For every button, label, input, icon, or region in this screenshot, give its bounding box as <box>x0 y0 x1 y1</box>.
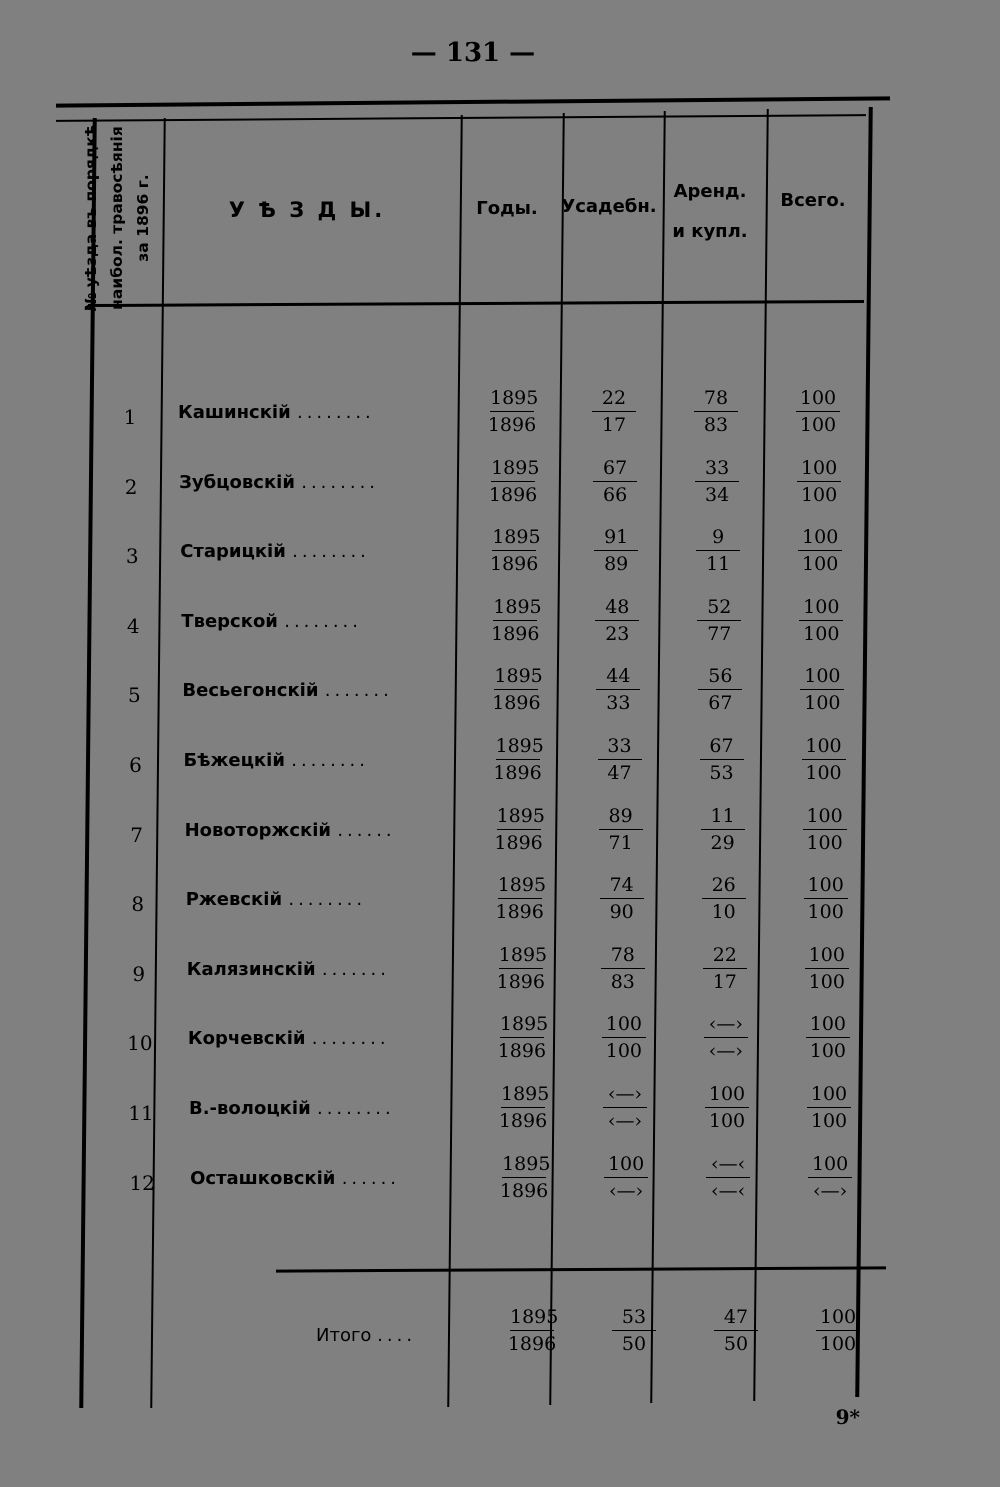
rank-number: 8 <box>131 892 145 917</box>
usadebn-1895-value: 74 <box>600 872 644 899</box>
rank-number: 4 <box>126 613 140 638</box>
leader-dots: ........ <box>291 750 369 771</box>
total-1895-value: 100 <box>800 663 844 690</box>
usadebn-1896-value: 66 <box>603 483 628 506</box>
table-row <box>0 733 1000 793</box>
years-1896-value: 1896 <box>488 483 538 506</box>
years-fraction <box>489 803 549 856</box>
usadebn-fraction <box>595 1081 655 1134</box>
usadebn-fraction <box>592 872 652 925</box>
total-1895-value: 100 <box>806 1011 850 1038</box>
arend-1895-value: 26 <box>702 872 746 899</box>
total-1895-value: 100 <box>808 1151 852 1178</box>
total-1895-value: 100 <box>807 1081 851 1108</box>
years-1895-value: 1895 <box>490 385 534 412</box>
table-row <box>0 663 1000 723</box>
rank-number: 6 <box>129 753 142 777</box>
rank-number: 1 <box>123 405 137 429</box>
total-usadebn: $\frac{53}{50}$ <box>604 1304 664 1357</box>
usadebn-1896-value: 89 <box>604 553 629 576</box>
footer-mark: 9* <box>835 1405 860 1429</box>
table-row <box>0 524 1000 584</box>
total-1896-value: 100 <box>809 1040 847 1063</box>
rank-number: 12 <box>129 1170 155 1195</box>
arend-fraction <box>693 803 753 856</box>
total-1896-value: 100 <box>803 622 840 645</box>
arend-1896-value: ‹—‹ <box>710 1179 746 1202</box>
total-1896-value: 100 <box>807 901 844 924</box>
table-top-rule <box>56 96 890 107</box>
total-1896-value: 100 <box>810 1110 848 1132</box>
years-fraction <box>490 872 550 925</box>
usadebn-fraction <box>593 942 653 995</box>
years-fraction <box>485 594 545 647</box>
arend-1895-value: 9 <box>696 524 740 551</box>
years-1896-value: 1896 <box>491 622 540 645</box>
years-1895-value: 1895 <box>498 872 542 899</box>
total-1896-value: 100 <box>808 970 845 993</box>
rank-number: 9 <box>132 961 146 986</box>
leader-dots: ........ <box>288 889 367 911</box>
years-1896-value: 1896 <box>498 1110 548 1132</box>
uezd-name <box>182 680 472 701</box>
total-1896-value: 100 <box>802 553 839 576</box>
usadebn-1896-value: 17 <box>601 414 627 436</box>
arend-1895-value: ‹—› <box>704 1011 748 1038</box>
arend-1895-value: 100 <box>705 1081 749 1108</box>
years-fraction <box>494 1151 554 1204</box>
uezd-name-text: Бѣжецкій <box>183 750 285 771</box>
table-row <box>0 803 1000 863</box>
uezd-name-text: Корчевскій <box>187 1028 306 1050</box>
years-fraction <box>482 385 542 438</box>
years-1896-value: 1896 <box>494 831 543 854</box>
uezd-name-text: Калязинскій <box>186 958 316 980</box>
total-fraction <box>795 803 855 856</box>
leader-dots: ....... <box>321 958 390 980</box>
leader-dots: ........ <box>296 402 375 423</box>
rank-number: 3 <box>125 544 139 569</box>
usadebn-fraction <box>591 803 651 856</box>
years-1896-value: 1896 <box>499 1179 549 1202</box>
arend-1895-value: 11 <box>701 803 745 830</box>
usadebn-1896-value: 100 <box>605 1040 643 1063</box>
arend-1895-value: 67 <box>700 733 744 760</box>
years-1896-value: 1896 <box>487 414 537 436</box>
usadebn-fraction <box>596 1151 656 1204</box>
header-bottom-rule <box>88 300 864 307</box>
total-top-rule <box>276 1266 886 1272</box>
usadebn-1895-value: 67 <box>593 455 637 482</box>
arend-fraction <box>694 872 754 925</box>
total-1896-value: 100 <box>806 831 843 854</box>
table-row <box>0 872 1000 932</box>
total-1896-value: 100 <box>799 414 837 436</box>
uezd-name <box>185 820 475 841</box>
usadebn-1895-value: 78 <box>601 942 645 969</box>
total-row <box>0 1308 1000 1368</box>
uezd-name <box>187 959 477 980</box>
years-fraction <box>492 1011 552 1064</box>
rank-column-header: № уѣзда въ порядкѣ наибол. травосѣянія за 1896 г. <box>82 124 152 312</box>
total-total: $\frac{100}{100}$ <box>808 1304 868 1357</box>
arend-1895-value: 33 <box>695 455 739 482</box>
years-1895-value: 1895 <box>500 1011 544 1038</box>
uezd-name <box>188 1028 478 1049</box>
total-fraction <box>791 594 851 647</box>
arend-fraction <box>689 594 749 647</box>
uezd-name-text: В.-волоцкій <box>189 1098 311 1119</box>
total-fraction <box>789 455 849 508</box>
total-fraction <box>799 1081 859 1134</box>
arend-1896-value: 11 <box>706 553 731 576</box>
uezd-name-text: Кашинскій <box>178 402 291 423</box>
total-1896-value: ‹—› <box>812 1179 848 1202</box>
usadebn-1896-value: 83 <box>610 970 635 993</box>
usadebn-1896-value: 33 <box>606 692 631 715</box>
years-1896-value: 1896 <box>490 553 539 576</box>
usadebn-1895-value: 91 <box>594 524 638 551</box>
rank-number: 7 <box>130 822 143 847</box>
uezdy-column-header: У Ѣ З Д Ы. <box>228 198 386 222</box>
arend-fraction <box>697 1081 757 1134</box>
years-fraction <box>486 663 546 716</box>
arend-column-header: Аренд. и купл. <box>672 181 748 242</box>
arend-fraction <box>695 942 755 995</box>
usadebn-fraction <box>588 663 648 716</box>
leader-dots: ........ <box>311 1028 390 1050</box>
usadebn-1896-value: ‹—› <box>608 1179 644 1202</box>
usadebn-1896-value: ‹—› <box>607 1110 643 1132</box>
uezd-name <box>190 1168 480 1189</box>
arend-1896-value: ‹—› <box>708 1040 743 1063</box>
total-label: Итого .... <box>316 1325 417 1346</box>
usadebn-1895-value: 33 <box>598 733 642 760</box>
usadebn-1896-value: 47 <box>607 762 632 784</box>
total-1895-value: 100 <box>797 455 841 482</box>
table-row <box>0 385 1000 445</box>
arend-1896-value: 83 <box>703 414 729 436</box>
years-fraction <box>493 1081 553 1134</box>
leader-dots: ...... <box>341 1167 401 1189</box>
usadebn-column-header: Усадебн. <box>561 196 657 217</box>
usadebn-1895-value: 22 <box>592 385 636 412</box>
usadebn-fraction <box>590 733 650 786</box>
arend-1896-value: 100 <box>708 1110 746 1132</box>
leader-dots: ...... <box>337 819 396 841</box>
years-1895-value: 1895 <box>494 663 538 690</box>
usadebn-fraction <box>594 1011 654 1064</box>
years-1896-value: 1896 <box>496 970 545 993</box>
usadebn-1895-value: 100 <box>604 1151 648 1178</box>
years-column-header: Годы. <box>476 198 538 219</box>
usadebn-fraction <box>586 524 646 577</box>
total-fraction <box>790 524 850 577</box>
page-number: — 131 — <box>410 38 536 68</box>
arend-1896-value: 34 <box>705 483 730 506</box>
leader-dots: ........ <box>284 610 362 632</box>
arend-1896-value: 29 <box>710 831 735 854</box>
arend-1896-value: 10 <box>711 901 736 924</box>
table-row <box>0 942 1000 1002</box>
uezd-name <box>178 402 468 423</box>
total-1896-value: 100 <box>805 762 842 784</box>
usadebn-1896-value: 71 <box>608 831 633 854</box>
total-fraction <box>794 733 854 786</box>
usadebn-1895-value: 89 <box>599 803 643 830</box>
total-fraction <box>792 663 852 716</box>
table-row <box>0 594 1000 654</box>
table-row <box>0 1081 1000 1141</box>
uezd-name-text: Весьегонскій <box>182 680 319 702</box>
arend-1895-value: 22 <box>703 942 747 969</box>
years-1896-value: 1896 <box>492 692 541 715</box>
usadebn-fraction <box>587 594 647 647</box>
usadebn-1895-value: ‹—› <box>603 1081 647 1108</box>
arend-fraction <box>698 1151 758 1204</box>
arend-1895-value: ‹—‹ <box>706 1151 750 1178</box>
years-1895-value: 1895 <box>499 942 543 969</box>
total-fraction <box>800 1151 860 1204</box>
arend-1896-value: 17 <box>712 970 737 993</box>
total-1895-value: 100 <box>796 385 840 412</box>
total-1895-value: 100 <box>799 594 843 621</box>
total-1895-value: 100 <box>804 872 848 899</box>
years-1895-value: 1895 <box>497 803 541 830</box>
uezd-name-text: Тверской <box>181 610 278 632</box>
total-column-header: Всего. <box>780 190 846 211</box>
total-1896-value: 100 <box>804 692 841 715</box>
arend-fraction <box>696 1011 756 1064</box>
uezd-name <box>186 889 476 910</box>
total-years: $\frac{1895}{1896}$ <box>507 1306 559 1355</box>
leader-dots: ....... <box>324 680 393 702</box>
years-fraction <box>491 942 551 995</box>
total-1895-value: 100 <box>798 524 842 551</box>
years-fraction <box>483 455 543 508</box>
usadebn-1896-value: 23 <box>605 622 630 645</box>
rank-number: 11 <box>128 1101 154 1125</box>
uezd-name-text: Старицкій <box>180 541 286 563</box>
usadebn-1895-value: 100 <box>602 1011 646 1038</box>
uezd-name-text: Ржевскій <box>185 889 283 911</box>
total-1895-value: 100 <box>805 942 849 969</box>
arend-fraction <box>687 455 747 508</box>
arend-1895-value: 78 <box>694 385 738 412</box>
years-1895-value: 1895 <box>493 594 537 621</box>
leader-dots: ........ <box>316 1098 395 1119</box>
uezd-name-text: Зубцовскій <box>179 471 295 493</box>
arend-fraction <box>690 663 750 716</box>
total-1896-value: 100 <box>800 483 838 506</box>
table-row <box>0 455 1000 515</box>
total-1895-value: 100 <box>803 803 847 830</box>
years-1895-value: 1895 <box>496 733 540 760</box>
rank-number: 2 <box>124 474 138 499</box>
usadebn-1896-value: 90 <box>609 901 634 924</box>
usadebn-1895-value: 48 <box>595 594 639 621</box>
total-fraction <box>798 1011 858 1064</box>
leader-dots: ........ <box>292 541 370 563</box>
uezd-name <box>181 611 471 632</box>
arend-1896-value: 67 <box>708 692 733 715</box>
years-1896-value: 1896 <box>497 1040 547 1063</box>
arend-1896-value: 53 <box>709 762 734 784</box>
table-row <box>0 1011 1000 1071</box>
rank-number: 5 <box>128 683 141 708</box>
usadebn-fraction <box>584 385 644 438</box>
usadebn-1895-value: 44 <box>596 663 640 690</box>
years-1896-value: 1896 <box>493 762 542 784</box>
total-1895-value: 100 <box>802 733 846 760</box>
years-fraction <box>484 524 544 577</box>
years-1895-value: 1895 <box>502 1151 546 1178</box>
arend-fraction <box>686 385 746 438</box>
arend-1895-value: 56 <box>698 663 742 690</box>
years-1895-value: 1895 <box>491 455 535 482</box>
rank-number: 10 <box>127 1031 153 1056</box>
total-fraction <box>796 872 856 925</box>
uezd-name <box>184 750 474 771</box>
arend-fraction <box>692 733 752 786</box>
years-1895-value: 1895 <box>501 1081 545 1108</box>
uezd-name <box>179 472 469 493</box>
uezd-name-text: Новоторжскій <box>184 819 332 841</box>
arend-1896-value: 77 <box>707 622 732 645</box>
years-1895-value: 1895 <box>492 524 536 551</box>
uezd-name <box>180 541 470 562</box>
total-arend: $\frac{47}{50}$ <box>706 1304 766 1357</box>
usadebn-fraction <box>585 455 645 508</box>
leader-dots: ........ <box>301 471 380 493</box>
total-fraction <box>788 385 848 438</box>
uezd-name <box>189 1098 479 1119</box>
years-1896-value: 1896 <box>495 901 544 924</box>
total-fraction <box>797 942 857 995</box>
uezd-name-text: Осташковскій <box>190 1167 336 1189</box>
years-fraction <box>488 733 548 786</box>
arend-fraction <box>688 524 748 577</box>
arend-1895-value: 52 <box>697 594 741 621</box>
table-row <box>0 1151 1000 1211</box>
